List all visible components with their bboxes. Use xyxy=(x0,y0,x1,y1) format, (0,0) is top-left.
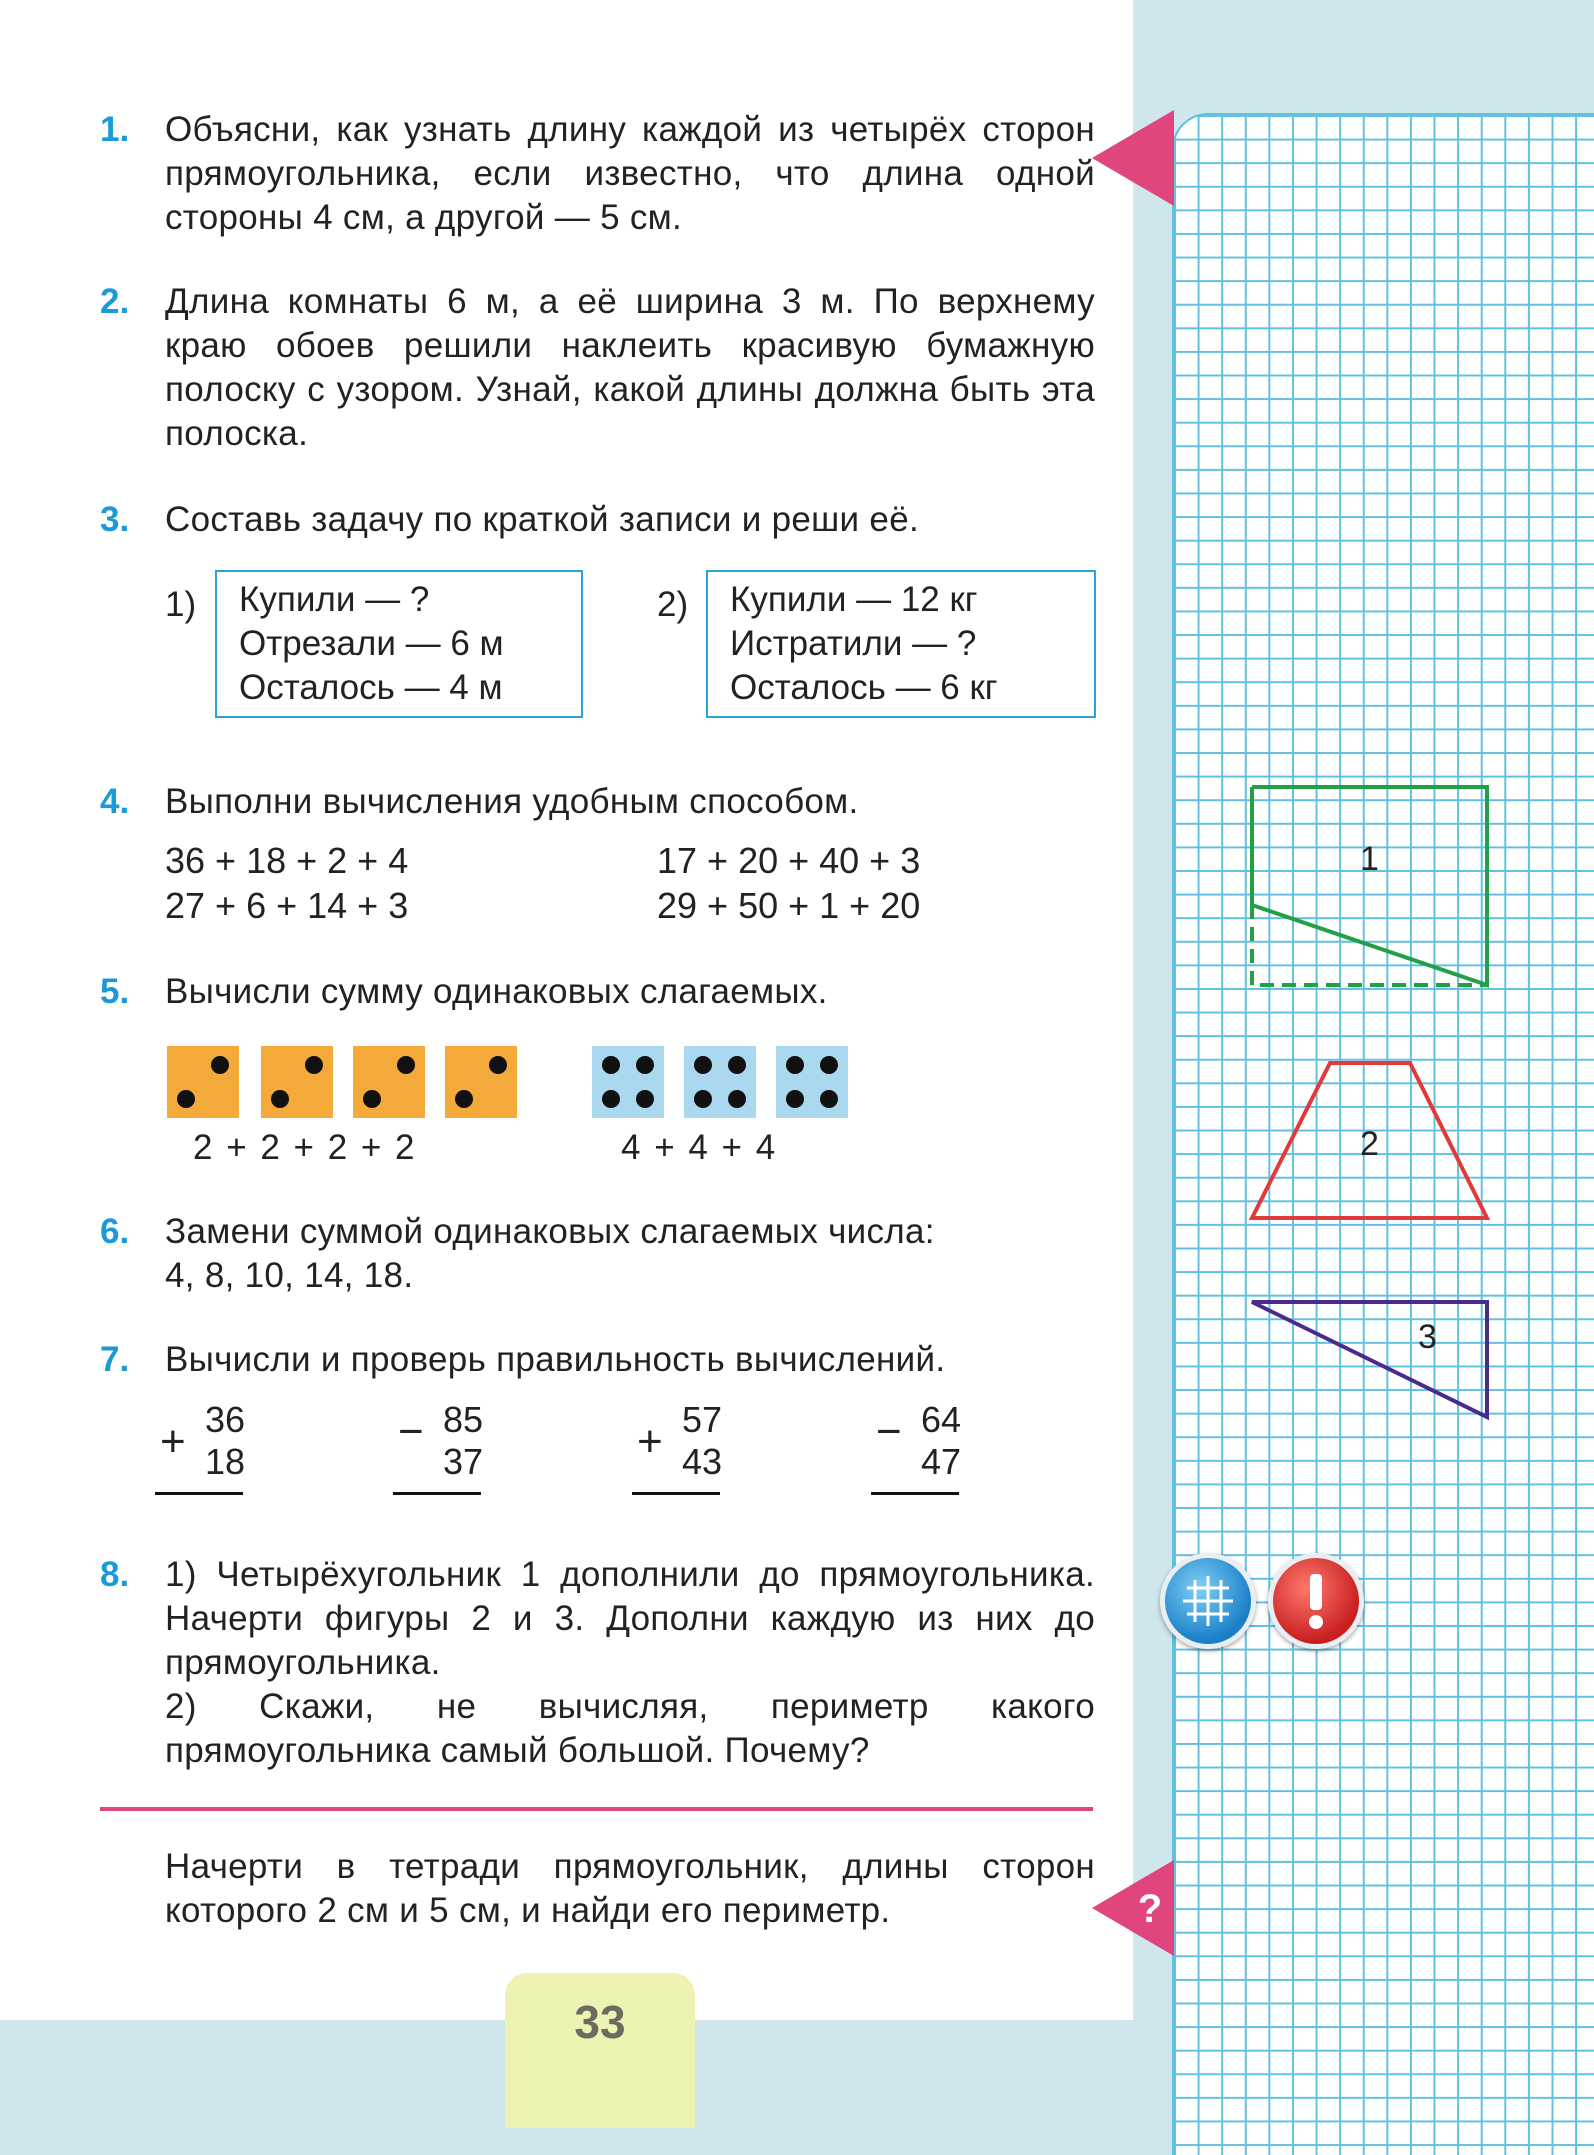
column-2-rule xyxy=(393,1492,481,1495)
question-marker-icon xyxy=(1092,1860,1174,1956)
task-8-text-2: 2) Скажи, не вычисляя, периметр какого прямоугольника самый большой. Почему? xyxy=(165,1687,1095,1770)
column-4-bottom: 47 xyxy=(920,1441,961,1482)
figure-3-label: 3 xyxy=(1418,1318,1437,1356)
expression-4: 29 + 50 + 1 + 20 xyxy=(657,885,921,926)
column-4-operator: − xyxy=(876,1407,902,1456)
column-3-rule xyxy=(632,1492,720,1495)
task-2-text: Длина комнаты 6 м, а её ширина 3 м. По верхнему краю обоев решили наклеить красивую бумажную полоску с узором. Узнай, какой длины должна быть эта полоска. xyxy=(165,282,1095,453)
task-6-number: 6. xyxy=(100,1212,130,1251)
column-3-top: 57 xyxy=(681,1399,722,1440)
domino-four xyxy=(592,1046,664,1118)
extra-task-text: Начерти в тетради прямоугольник, длины сторон которого 2 см и 5 см, и найди его периметр. xyxy=(165,1847,1095,1930)
box-2-line-2: Истратили — ? xyxy=(730,624,977,663)
short-note-box-1 xyxy=(215,570,583,718)
grid-globe-icon[interactable] xyxy=(1160,1553,1256,1649)
box-1-line-1: Купили — ? xyxy=(239,580,430,619)
task-5-number: 5. xyxy=(100,972,130,1011)
box-2-line-1: Купили — 12 кг xyxy=(730,580,978,619)
page-number-tab xyxy=(505,1973,695,2128)
task-4-text: Выполни вычисления удобным способом. xyxy=(165,782,859,821)
task-2-number: 2. xyxy=(100,282,130,321)
task-3-number: 3. xyxy=(100,500,130,539)
domino-two xyxy=(445,1046,517,1118)
box-1-label: 1) xyxy=(165,585,197,624)
exclamation-icon[interactable] xyxy=(1268,1553,1364,1649)
expression-2: 27 + 6 + 14 + 3 xyxy=(165,885,409,926)
section-divider xyxy=(100,1807,1093,1811)
task-1-number: 1. xyxy=(100,110,130,149)
task-7-number: 7. xyxy=(100,1340,130,1379)
column-1-bottom: 18 xyxy=(204,1441,245,1482)
short-note-box-2 xyxy=(706,570,1096,718)
task-3-text: Составь задачу по краткой записи и реши её. xyxy=(165,500,919,539)
column-4-rule xyxy=(871,1492,959,1495)
page-number: 33 xyxy=(574,1996,626,2048)
column-3-operator: + xyxy=(637,1417,663,1466)
task-4-number: 4. xyxy=(100,782,130,821)
figure-2-label: 2 xyxy=(1360,1125,1379,1163)
column-2-top: 85 xyxy=(442,1399,483,1440)
task-5-text: Вычисли сумму одинаковых слагаемых. xyxy=(165,972,828,1011)
pink-triangle-marker-icon xyxy=(1092,110,1174,206)
domino-two xyxy=(261,1046,333,1118)
task-6-text: Замени суммой одинаковых слагаемых числа: xyxy=(165,1212,935,1251)
box-2-label: 2) xyxy=(657,585,689,624)
box-1-line-3: Осталось — 4 м xyxy=(239,668,503,707)
figure-1-label: 1 xyxy=(1360,840,1379,878)
column-2-operator: − xyxy=(398,1407,424,1456)
figure-1-quadrilateral xyxy=(1245,780,1495,1000)
column-1-operator: + xyxy=(160,1417,186,1466)
box-2-line-3: Осталось — 6 кг xyxy=(730,668,998,707)
domino-four xyxy=(684,1046,756,1118)
expression-3: 17 + 20 + 40 + 3 xyxy=(657,840,921,881)
task-7-text: Вычисли и проверь правильность вычислений. xyxy=(165,1340,946,1379)
task-8-number: 8. xyxy=(100,1555,130,1594)
box-1-line-2: Отрезали — 6 м xyxy=(239,624,504,663)
domino-two xyxy=(167,1046,239,1118)
column-3-bottom: 43 xyxy=(681,1441,722,1482)
column-1-rule xyxy=(155,1492,243,1495)
column-4-top: 64 xyxy=(920,1399,961,1440)
column-1-top: 36 xyxy=(204,1399,245,1440)
task-1-text: Объясни, как узнать длину каждой из четырёх сторон прямоугольника, если известно, что длина одной стороны 4 см, а другой — 5 см. xyxy=(165,110,1095,237)
figure-3-triangle xyxy=(1245,1295,1495,1425)
sum-of-twos: 2 + 2 + 2 + 2 xyxy=(193,1128,417,1167)
domino-two xyxy=(353,1046,425,1118)
domino-four xyxy=(776,1046,848,1118)
column-2-bottom: 37 xyxy=(442,1441,483,1482)
expression-1: 36 + 18 + 2 + 4 xyxy=(165,840,409,881)
svg-text:?: ? xyxy=(1137,1887,1163,1931)
task-6-numbers: 4, 8, 10, 14, 18. xyxy=(165,1256,414,1295)
task-8-text-1: 1) Четырёхугольник 1 дополнили до прямоугольника. Начерти фигуры 2 и 3. Дополни каждую из них до прямоугольника. xyxy=(165,1555,1095,1682)
sum-of-fours: 4 + 4 + 4 xyxy=(621,1128,778,1167)
